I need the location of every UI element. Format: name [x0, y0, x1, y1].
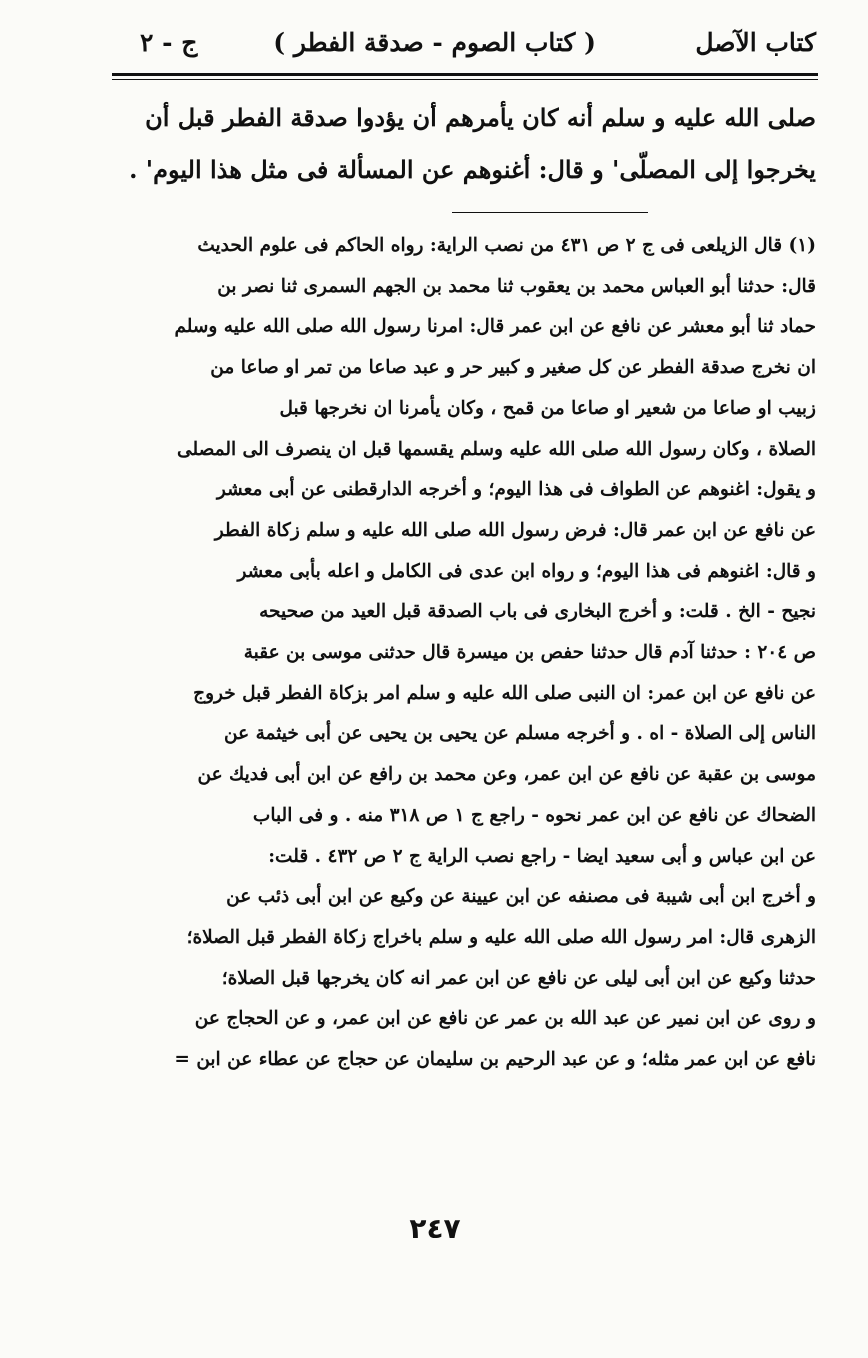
footnote-line: نجيح - الخ . قلت: و أخرج البخارى فى باب الصدقة قبل العيد من صحيحه [259, 601, 816, 623]
footnote-line: الزهرى قال: امر رسول الله صلى الله عليه و سلم باخراج زكاة الفطر قبل الصلاة؛ [186, 926, 816, 948]
footnote-line: حدثنا وكيع عن ابن أبى ليلى عن نافع عن ابن عمر انه كان يخرجها قبل الصلاة؛ [221, 967, 816, 989]
footnote-line: قال: حدثنا أبو العباس محمد بن يعقوب ثنا محمد بن الجهم السمرى ثنا نصر بن [217, 275, 816, 297]
running-title: كتاب الآصل [695, 28, 816, 57]
footnote-line: و يقول: اغنوهم عن الطواف فى هذا اليوم؛ و أخرجه الدارقطنى عن أبى معشر [216, 479, 816, 501]
footnote-line: عن ابن عباس و أبى سعيد ايضا - راجع نصب الراية ج ٢ ص ٤٣٢ . قلت: [268, 845, 816, 867]
footnote-line: حماد ثنا أبو معشر عن نافع عن ابن عمر قال: امرنا رسول الله صلى الله عليه وسلم [174, 316, 816, 338]
footnote-separator [452, 212, 648, 213]
footnote-line: (١) قال الزيلعى فى ج ٢ ص ٤٣١ من نصب الراية: رواه الحاكم فى علوم الحديث [197, 235, 816, 256]
header-rule-thick [112, 73, 818, 76]
footnote-line: الضحاك عن نافع عن ابن عمر نحوه - راجع ج ١ ص ٣١٨ منه . و فى الباب [252, 804, 816, 826]
part-number: ج - ٢ [140, 28, 198, 57]
footnote-line: زبيب او صاعا من شعير او صاعا من قمح ، وكان يأمرنا ان نخرجها قبل [279, 397, 816, 419]
footnote-line: و أخرج ابن أبى شيبة فى مصنفه عن ابن عيينة عن وكيع عن ابن أبى ذئب عن [226, 886, 816, 908]
footnote-line: الصلاة ، وكان رسول الله صلى الله عليه وسلم يقسمها قبل ان ينصرف الى المصلى [177, 438, 816, 460]
footnote-line: الناس إلى الصلاة - اه . و أخرجه مسلم عن يحيى بن يحيى عن أبى خيثمة عن [224, 723, 816, 745]
footnote-line: موسى بن عقبة عن نافع عن ابن عمر، وعن محمد بن رافع عن ابن أبى فديك عن [197, 764, 816, 786]
page-header [110, 22, 816, 68]
main-text-line: صلى الله عليه و سلم أنه كان يأمرهم أن يؤدوا صدقة الفطر قبل أن [145, 103, 816, 132]
main-text-line: يخرجوا إلى المصلّى' و قال: أغنوهم عن المسألة فى مثل هذا اليوم' . [129, 155, 816, 184]
footnote-line: عن نافع عن ابن عمر: ان النبى صلى الله عليه و سلم امر بزكاة الفطر قبل خروج [193, 682, 816, 704]
footnote-line: نافع عن ابن عمر مثله؛ و عن عبد الرحيم بن سليمان عن حجاج عن عطاء عن ابن = [174, 1049, 816, 1071]
main-text [112, 92, 816, 196]
footnote-line: ان نخرج صدقة الفطر عن كل صغير و كبير حر و عبد صاعا من تمر او صاعا من [210, 357, 816, 379]
footnote-line: و قال: اغنوهم فى هذا اليوم؛ و رواه ابن عدى فى الكامل و اعله بأبى معشر [237, 560, 816, 582]
footnotes [110, 226, 816, 1081]
section-title: ( كتاب الصوم - صدقة الفطر ) [273, 28, 596, 57]
page-number: ٢٤٧ [409, 1212, 461, 1245]
header-rule-thin [112, 79, 818, 80]
footnote-line: و روى عن ابن نمير عن عبد الله بن عمر عن نافع عن ابن عمر، و عن الحجاج عن [194, 1008, 816, 1030]
footnote-line: ص ٢٠٤ : حدثنا آدم قال حدثنا حفص بن ميسرة قال حدثنى موسى بن عقبة [243, 642, 816, 664]
footnote-line: عن نافع عن ابن عمر قال: فرض رسول الله صلى الله عليه و سلم زكاة الفطر [214, 519, 816, 541]
